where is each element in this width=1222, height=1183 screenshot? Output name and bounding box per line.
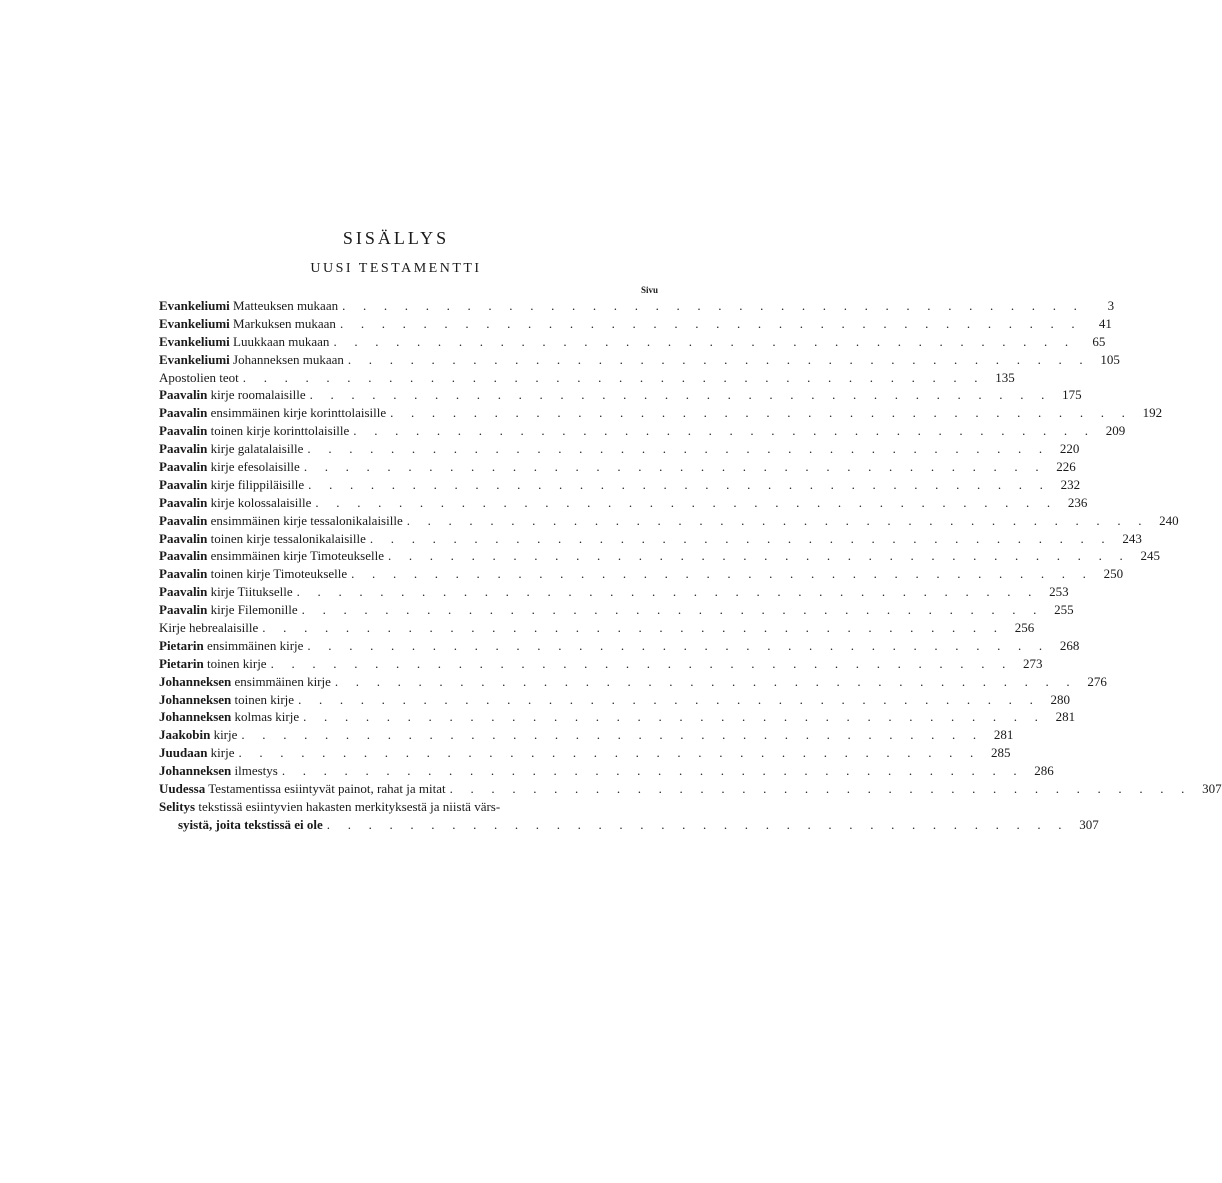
dot-leader: . . . . . . . . . . . . . . . . . . . . . . . . . . . . . . . . . . . . — [342, 298, 1085, 313]
toc-entry-page: 175 — [1062, 387, 1082, 403]
toc-entry — [159, 583, 1069, 601]
toc-entry-bold: Johanneksen — [159, 709, 232, 725]
toc-entry-page: 286 — [1034, 763, 1054, 779]
toc-entry-bold: Paavalin — [159, 405, 208, 421]
toc-entry-text — [159, 333, 329, 351]
toc-entry-page: 307 — [1079, 816, 1099, 832]
toc-entry — [159, 762, 1054, 780]
toc-entry-text — [159, 708, 299, 726]
toc-entry-text — [159, 565, 347, 583]
dot-leader: . . . . . . . . . . . . . . . . . . . . . . . . . . . . . . . . . . . . — [281, 763, 1024, 779]
toc-entry-page: 273 — [1023, 655, 1043, 671]
toc-entry-title: kirje — [210, 745, 235, 761]
toc-entry-bold: Evankeliumi — [159, 333, 230, 349]
toc-entry-page: 280 — [1050, 691, 1071, 707]
toc-entry-title: Kirje hebrealaisille — [159, 620, 259, 636]
toc-entry-title: toinen kirje tessalonikalaisille — [210, 530, 366, 546]
toc-entry-text — [159, 691, 294, 709]
dot-leader: . . . . . . . . . . . . . . . . . . . . . . . . . . . . . . . . . . . . — [308, 476, 1051, 492]
toc-entry-text — [159, 422, 349, 440]
toc-entry-bold: Paavalin — [159, 423, 208, 439]
toc-entry-title: toinen kirje Timoteukselle — [210, 566, 348, 582]
toc-entry — [159, 691, 1071, 709]
toc-entry-title: tekstissä esiintyvien hakasten merkityksestä ja niistä värs- — [198, 798, 501, 814]
dot-leader: . . . . . . . . . . . . . . . . . . . . . . . . . . . . . . . . . . . . — [353, 423, 1096, 439]
toc-entry-title: ensimmäinen kirje korinttolaisille — [210, 405, 387, 421]
toc-entry — [159, 601, 1074, 619]
toc-entry-title: kirje galatalaisille — [210, 441, 304, 457]
toc-entry — [159, 297, 1115, 315]
toc-entry-page: 276 — [1087, 673, 1107, 689]
toc-entry-text — [159, 297, 338, 315]
dot-leader: . . . . . . . . . . . . . . . . . . . . . . . . . . . . . . . . . . . . — [406, 512, 1149, 528]
toc-entry-page: 232 — [1060, 476, 1081, 492]
toc-entry-bold: Paavalin — [159, 441, 208, 457]
toc-entry-text — [159, 673, 331, 691]
toc-entry-bold: Johanneksen — [159, 763, 232, 779]
toc-entry-bold: Selitys — [159, 798, 196, 814]
toc-entry — [159, 386, 1082, 404]
dot-leader: . . . . . . . . . . . . . . . . . . . . . . . . . . . . . . . . . . . . — [238, 745, 981, 761]
toc-entry — [159, 404, 1163, 422]
dot-leader: . . . . . . . . . . . . . . . . . . . . . . . . . . . . . . . . . . . . — [369, 530, 1112, 546]
toc-entry-title: Markuksen mukaan — [233, 315, 336, 331]
dot-leader: . . . . . . . . . . . . . . . . . . . . . . . . . . . . . . . . . . . . — [303, 459, 1046, 475]
toc-entry — [159, 637, 1080, 655]
toc-entry-page: 240 — [1159, 512, 1179, 528]
toc-entry-page: 220 — [1059, 441, 1080, 457]
toc-entry-bold: Johanneksen — [159, 673, 232, 689]
toc-entry-text — [159, 726, 237, 744]
toc-entry-title: Apostolien teot — [159, 369, 239, 385]
toc-entry-page: 268 — [1059, 637, 1080, 653]
toc-entry — [159, 458, 1076, 476]
toc-entry-page: 281 — [1055, 709, 1076, 725]
toc-entry-bold: Paavalin — [159, 494, 208, 510]
toc-entry-title: kirje roomalaisille — [210, 387, 306, 403]
toc-entry-text — [159, 369, 239, 387]
toc-entry-title: Matteuksen mukaan — [233, 298, 339, 313]
toc-entry-final-line1 — [159, 798, 658, 816]
toc-entry — [159, 673, 1107, 691]
toc-entry — [159, 315, 1112, 333]
toc-entry-bold: Paavalin — [159, 566, 208, 582]
toc-entry-title: ensimmäinen kirje tessalonikalaisille — [210, 512, 403, 528]
toc-entry-text — [159, 744, 235, 762]
toc-entry-text — [159, 655, 267, 673]
toc-entry-bold: Pietarin — [159, 655, 204, 671]
toc-entry-page: 256 — [1014, 620, 1035, 636]
toc-entry-title: toinen kirje — [207, 655, 267, 671]
toc-entry-bold: Evankeliumi — [159, 315, 230, 331]
toc-entry-title: Luukkaan mukaan — [233, 333, 330, 349]
toc-entry — [159, 422, 1126, 440]
toc-entry-bold: Paavalin — [159, 602, 208, 618]
toc-entry-text — [159, 547, 384, 565]
toc-entry-text — [159, 351, 344, 369]
toc-entry — [159, 494, 1088, 512]
toc-entry-title: toinen kirje — [234, 691, 295, 707]
toc-entry-page: 192 — [1142, 405, 1163, 421]
toc-entry-bold: Evankeliumi — [159, 351, 230, 367]
toc-entry-bold: Paavalin — [159, 476, 208, 492]
toc-entry-bold: Jaakobin — [159, 727, 211, 743]
toc-entry — [159, 440, 1080, 458]
dot-leader: . . . . . . . . . . . . . . . . . . . . . . . . . . . . . . . . . . . . — [333, 333, 1076, 349]
dot-leader: . . . . . . . . . . . . . . . . . . . . . . . . . . . . . . . . . . . . — [307, 637, 1050, 653]
dot-leader: . . . . . . . . . . . . . . . . . . . . . . . . . . . . . . . . . . . . — [339, 315, 1082, 331]
toc-entry-page: 307 — [1202, 781, 1222, 797]
toc-entry-bold: Paavalin — [159, 530, 208, 546]
toc-entry-title: ensimmäinen kirje Timoteukselle — [210, 548, 384, 564]
dot-leader: . . . . . . . . . . . . . . . . . . . . . . . . . . . . . . . . . . . . — [387, 548, 1130, 564]
dot-leader: . . . . . . . . . . . . . . . . . . . . . . . . . . . . . . . . . . . . — [270, 655, 1013, 671]
toc-entry-title: ensimmäinen kirje — [207, 637, 304, 653]
toc-entry-page: 255 — [1054, 602, 1074, 618]
dot-leader: . . . . . . . . . . . . . . . . . . . . . . . . . . . . . . . . . . . . — [303, 709, 1046, 725]
toc-entry-text — [159, 315, 336, 333]
dot-leader: . . . . . . . . . . . . . . . . . . . . . . . . . . . . . . . . . . . . — [242, 369, 985, 385]
dot-leader: . . . . . . . . . . . . . . . . . . . . . . . . . . . . . . . . . . . . — [326, 816, 1069, 832]
dot-leader: . . . . . . . . . . . . . . . . . . . . . . . . . . . . . . . . . . . . — [309, 387, 1052, 403]
table-of-contents — [159, 297, 1222, 834]
dot-leader: . . . . . . . . . . . . . . . . . . . . . . . . . . . . . . . . . . . . — [307, 441, 1050, 457]
toc-entry-bold: Johanneksen — [159, 691, 232, 707]
toc-entry-bold: Pietarin — [159, 637, 204, 653]
toc-entry-bold: Paavalin — [159, 548, 208, 564]
dot-leader: . . . . . . . . . . . . . . . . . . . . . . . . . . . . . . . . . . . . — [262, 620, 1005, 636]
section-subtitle: UUSI TESTAMENTTI — [310, 261, 482, 276]
toc-entry — [159, 726, 1014, 744]
toc-entry-title: toinen kirje korinttolaisille — [210, 423, 350, 439]
toc-entry-title: kirje Tiitukselle — [210, 584, 293, 600]
toc-entry — [159, 547, 1160, 565]
toc-entry-text — [159, 512, 403, 530]
toc-entry-page: 135 — [995, 369, 1015, 385]
toc-entry — [159, 351, 1120, 369]
toc-entry-text — [159, 798, 500, 816]
toc-entry — [159, 565, 1124, 583]
toc-entry-final-line2 — [159, 816, 1099, 834]
dot-leader: . . . . . . . . . . . . . . . . . . . . . . . . . . . . . . . . . . . . — [390, 405, 1133, 421]
toc-entry-title: kirje Filemonille — [210, 602, 298, 618]
dot-leader: . . . . . . . . . . . . . . . . . . . . . . . . . . . . . . . . . . . . — [298, 691, 1041, 707]
toc-entry-text — [159, 494, 311, 512]
dot-leader: . . . . . . . . . . . . . . . . . . . . . . . . . . . . . . . . . . . . — [449, 781, 1192, 797]
toc-entry — [159, 369, 1015, 387]
toc-entry-text — [159, 404, 386, 422]
toc-entry-text — [159, 386, 306, 404]
toc-entry-title: kirje kolossalaisille — [210, 494, 312, 510]
toc-entry-page: 3 — [1107, 298, 1115, 313]
toc-entry — [159, 708, 1076, 726]
toc-entry-title: Johanneksen mukaan — [233, 351, 344, 367]
toc-entry-page: 285 — [990, 745, 1011, 761]
toc-entry-text — [159, 530, 366, 548]
toc-entry-text — [159, 762, 278, 780]
toc-entry-page: 281 — [993, 727, 1014, 743]
toc-entry-page: 41 — [1098, 315, 1112, 331]
toc-entry-bold: Paavalin — [159, 459, 208, 475]
dot-leader: . . . . . . . . . . . . . . . . . . . . . . . . . . . . . . . . . . . . — [351, 566, 1094, 582]
toc-entry-page: 250 — [1103, 566, 1124, 582]
toc-entry-title: kolmas kirje — [234, 709, 300, 725]
toc-entry-text — [159, 601, 298, 619]
toc-entry — [159, 780, 1222, 798]
toc-entry-page: 209 — [1105, 423, 1126, 439]
toc-entry-bold: Evankeliumi — [159, 298, 230, 313]
toc-entry-page: 105 — [1100, 351, 1120, 367]
toc-entry — [159, 530, 1142, 548]
toc-entry-page: 226 — [1056, 459, 1076, 475]
dot-leader: . . . . . . . . . . . . . . . . . . . . . . . . . . . . . . . . . . . . — [334, 673, 1077, 689]
toc-entry — [159, 619, 1035, 637]
toc-entry — [159, 744, 1011, 762]
toc-entry-title-continued: syistä, joita tekstissä ei ole — [178, 816, 323, 832]
dot-leader: . . . . . . . . . . . . . . . . . . . . . . . . . . . . . . . . . . . . — [347, 351, 1090, 367]
dot-leader: . . . . . . . . . . . . . . . . . . . . . . . . . . . . . . . . . . . . — [301, 602, 1044, 618]
toc-entry-title: Testamentissa esiintyvät painot, rahat ja mitat — [208, 781, 446, 797]
toc-entry-page: 236 — [1067, 494, 1088, 510]
toc-entry-page: 245 — [1140, 548, 1160, 564]
toc-entry-text — [159, 583, 293, 601]
toc-entry-bold: Paavalin — [159, 512, 208, 528]
toc-entry-title: kirje efesolaisille — [210, 459, 300, 475]
toc-entry-page: 253 — [1049, 584, 1069, 600]
toc-entry — [159, 333, 1106, 351]
dot-leader: . . . . . . . . . . . . . . . . . . . . . . . . . . . . . . . . . . . . — [315, 494, 1058, 510]
dot-leader: . . . . . . . . . . . . . . . . . . . . . . . . . . . . . . . . . . . . — [241, 727, 984, 743]
toc-entry-page: 65 — [1092, 333, 1106, 349]
toc-entry-text — [159, 780, 446, 798]
toc-entry-bold: Paavalin — [159, 584, 208, 600]
page-title: SISÄLLYS — [342, 228, 450, 248]
toc-entry-title: ilmestys — [234, 763, 278, 779]
toc-entry-text — [159, 440, 303, 458]
toc-entry-title: ensimmäinen kirje — [234, 673, 331, 689]
toc-entry-title: kirje — [213, 727, 238, 743]
dot-leader: . . . . . . . . . . . . . . . . . . . . . . . . . . . . . . . . . . . . — [296, 584, 1039, 600]
page-column-label: Sivu — [640, 285, 658, 295]
toc-entry — [159, 655, 1043, 673]
toc-entry — [159, 476, 1081, 494]
toc-entry-bold: Paavalin — [159, 387, 208, 403]
toc-entry — [159, 512, 1179, 530]
toc-entry-text — [159, 637, 303, 655]
toc-entry-page: 243 — [1122, 530, 1142, 546]
toc-entry-bold: Uudessa — [159, 781, 206, 797]
toc-entry-text — [159, 476, 304, 494]
toc-entry-title: kirje filippiläisille — [210, 476, 305, 492]
toc-entry-bold: Juudaan — [159, 745, 208, 761]
toc-entry-text — [159, 458, 300, 476]
toc-entry-text — [159, 619, 258, 637]
